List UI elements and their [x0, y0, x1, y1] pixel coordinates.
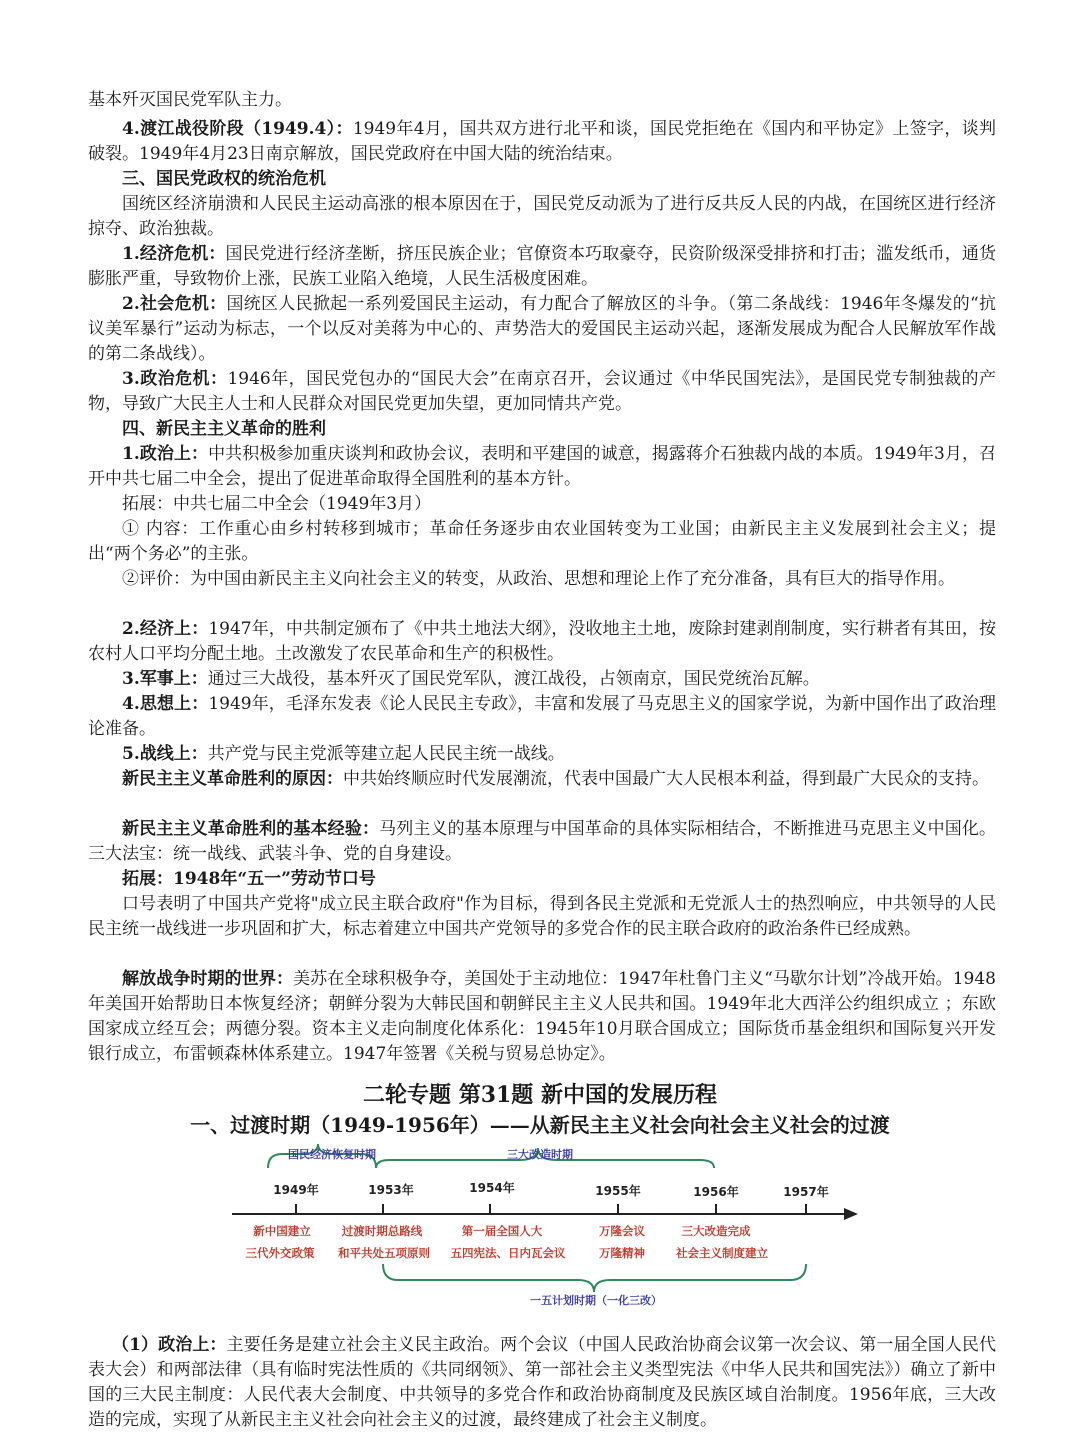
paragraph-political-crisis: 3.政治危机：1946年，国民党包办的“国民大会”在南京召开，会议通过《中华民国宪法》，是国民党专制独裁的产物，导致广大民主人士和人民群众对国民党更加失望，更加同情共产党。 [88, 369, 996, 414]
timeline-arrow-head [844, 1208, 858, 1220]
year-label: 1956年 [693, 1185, 739, 1199]
event-bandung: 万隆会议 [599, 1224, 645, 1238]
paragraph: ① 内容：工作重心由乡村转移到城市；革命任务逐步由农业国转变为工业国；由新民主主义发展到社会主义；提出“两个务必”的主张。 [88, 519, 996, 564]
paragraph: ②评价：为中国由新民主主义向社会主义的转变，从政治、思想和理论上作了充分准备，具有巨大的指导作用。 [122, 569, 955, 589]
paragraph-victory-experience: 新民主主义革命胜利的基本经验：马列主义的基本原理与中国革命的具体实际相结合，不断推进马克思主义中国化。三大法宝：统一战线、武装斗争、党的自身建设。 [88, 819, 997, 864]
event-bandung-spirit: 万隆精神 [599, 1246, 645, 1260]
event-general-line: 过渡时期总路线 [341, 1224, 423, 1238]
event-three-transform: 三大改造完成 [681, 1224, 751, 1238]
brace-label-recovery: 国民经济恢复时期 [288, 1148, 376, 1161]
section-subtitle: 一、过渡时期（1949-1956年）——从新民主主义社会向社会主义社会的过渡 [190, 1113, 890, 1137]
paragraph-world: 解放战争时期的世界：美苏在全球积极争夺，美国处于主动地位：1947年杜鲁门主义“马歇尔计划”冷战开始。1948年美国开始帮助日本恢复经济；朝鲜分裂为大韩民国和朝鲜民主主义人民共和国。1949年北大西洋公约组织成立 ；东欧国家成立经互会；两德分裂。资本主义走向制度化体系化：1945年10月联合国成立；国际货币基金组织和国际复兴开发银行成立，布雷顿森林体系建立。1947年签署《关税与贸易总协定》。 [88, 969, 996, 1064]
event-socialist-system: 社会主义制度建立 [676, 1246, 768, 1260]
paragraph-economy: 2.经济上：1947年，中共制定颁布了《中共土地法大纲》，没收地主土地，废除封建剥削制度，实行耕者有其田，按农村人口平均分配土地。土改激发了农民革命和生产的积极性。 [88, 619, 996, 664]
event-new-china: 新中国建立 [253, 1224, 311, 1238]
year-label: 1957年 [783, 1185, 829, 1199]
section-title: 二轮专题 第31题 新中国的发展历程 [363, 1082, 717, 1108]
brace-label-transform: 三大改造时期 [507, 1148, 573, 1161]
year-tick-1956 [693, 1184, 738, 1214]
year-label: 1949年 [273, 1183, 319, 1197]
year-tick-1953 [368, 1182, 413, 1214]
year-tick-1949 [273, 1182, 318, 1214]
paragraph-crossing-river: 4.渡江战役阶段（1949.4）：1949年4月，国共双方进行北平和谈，国民党拒绝在《国内和平协定》上签字，谈判破裂。1949年4月23日南京解放，国民党政府在中国大陆的统治结束。 [88, 119, 997, 164]
paragraph-military: 3.军事上：通过三大战役，基本歼灭了国民党军队，渡江战役，占领南京，国民党统治瓦解。 [122, 669, 820, 689]
paragraph: 国统区经济崩溃和人民民主运动高涨的根本原因在于，国民党反动派为了进行反共反人民的内战，在国统区进行经济掠夺、政治独裁。 [88, 194, 996, 239]
paragraph-victory-reasons: 新民主主义革命胜利的原因：中共始终顺应时代发展潮流，代表中国最广大人民根本利益，得到最广大民众的支持。 [122, 769, 989, 789]
event-five-principles: 和平共处五项原则 [338, 1246, 430, 1260]
paragraph-thought: 4.思想上：1949年，毛泽东发表《论人民民主专政》，丰富和发展了马克思主义的国家学说，为新中国作出了政治理论准备。 [88, 694, 996, 739]
paragraph: 口号表明了中国共产党将"成立民主联合政府"作为目标，得到各民主党派和无党派人士的热烈响应，中共领导的人民民主统一战线进一步巩固和扩大，标志着建立中国共产党领导的多党合作的民主联合政府的政治条件已经成熟。 [88, 894, 996, 939]
event-constitution-geneva: 五四宪法、日内瓦会议 [450, 1246, 566, 1260]
year-tick-1955 [595, 1183, 640, 1214]
heading-may-day-slogan: 拓展：1948年“五一”劳动节口号 [122, 869, 376, 889]
paragraph-political: 1.政治上：中共积极参加重庆谈判和政协会议，表明和平建国的诚意，揭露蒋介石独裁内战的本质。1949年3月，召开中共七届二中全会，提出了促进革命取得全国胜利的基本方针。 [88, 444, 997, 489]
paragraph-economic-crisis: 1.经济危机：国民党进行经济垄断，挤压民族企业；官僚资本巧取豪夺，民资阶级深受排挤和打击；滥发纸币，通货膨胀严重，导致物价上涨，民族工业陷入绝境，人民生活极度困难。 [88, 244, 996, 289]
year-tick-1957 [783, 1184, 828, 1214]
event-first-npc: 第一届全国人大 [461, 1224, 543, 1238]
year-label: 1953年 [368, 1183, 414, 1197]
paragraph: 基本歼灭国民党军队主力。 [88, 90, 292, 110]
paragraph-social-crisis: 2.社会危机：国统区人民掀起一系列爱国民主运动，有力配合了解放区的斗争。（第二条战线：1946年冬爆发的“抗议美军暴行”运动为标志，一个以反对美蒋为中心的、声势浩大的爱国民主运动兴起，逐渐发展成为配合人民解放军作战的第二条战线）。 [88, 294, 996, 364]
year-label: 1954年 [469, 1181, 515, 1195]
heading-section-3: 三、国民党政权的统治危机 [122, 169, 326, 189]
timeline-diagram [0, 1140, 1080, 1310]
brace-label-five-year-plan: 一五计划时期（一化三改） [530, 1294, 662, 1307]
year-tick-1954 [469, 1180, 514, 1214]
heading-section-4: 四、新民主主义革命的胜利 [122, 419, 326, 439]
year-label: 1955年 [595, 1184, 641, 1198]
event-diplomacy: 三代外交政策 [245, 1246, 315, 1260]
paragraph-front: 5.战线上：共产党与民主党派等建立起人民民主统一战线。 [122, 744, 565, 764]
brace-five-year-plan [383, 1264, 806, 1292]
paragraph: 拓展：中共七届二中全会（1949年3月） [122, 494, 432, 514]
paragraph-transition-politics: （1）政治上：主要任务是建立社会主义民主政治。两个会议（中国人民政治协商会议第一次会议、第一届全国人民代表大会）和两部法律（具有临时宪法性质的《共同纲领》、第一部社会主义类型宪法《中华人民共和国宪法》）确立了新中国的三大民主制度：人民代表大会制度、中共领导的多党合作和政治协商制度及民族区域自治制度。1956年底，三大改造的完成，实现了从新民主主义社会向社会主义的过渡，最终建成了社会主义制度。 [88, 1335, 996, 1430]
